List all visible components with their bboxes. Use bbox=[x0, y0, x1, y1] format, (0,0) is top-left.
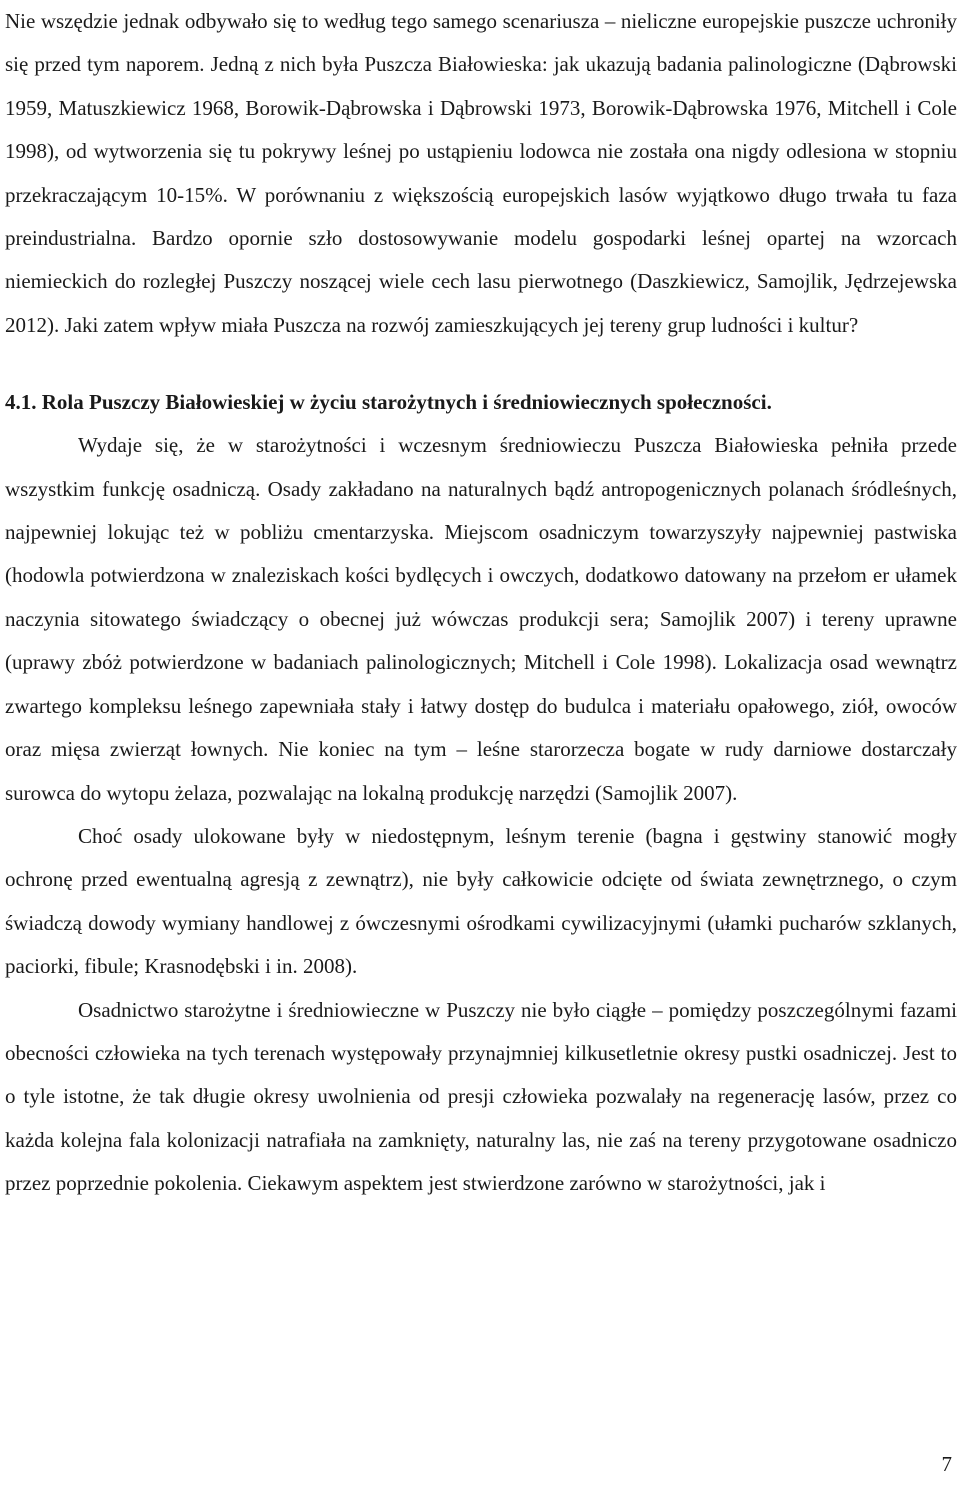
paragraph-2: Choć osady ulokowane były w niedostępnym, leśnym terenie (bagna i gęstwiny stanowić mogły ochronę przed ewentualną agresją z zewnątrz), nie były całkowicie odcięte od świata zewnętrznego, o czym świadczą dowody wymiany handlowej z ówczesnymi ośrodkami cywilizacyjnymi (ułamki pucharów szklanych, paciorki, fibule; Krasnodębski i in. 2008). bbox=[5, 823, 957, 979]
paragraph-1: Wydaje się, że w starożytności i wczesnym średniowieczu Puszcza Białowieska pełniła przede wszystkim funkcję osadniczą. Osady zakładano na naturalnych bądź antropogenicznych polanach śródleśnych, najpewniej lokując też w pobliżu cmentarzyska. Miejscom osadniczym towarzyszyły najpewniej pastwiska (hodowla potwierdzona w znaleziskach kości bydlęcych i owczych, dodatkowo datowany na przełom er ułamek naczynia sitowatego świadczący o obecnej już wówczas produkcji sera; Samojlik 2007) i tereny uprawne (uprawy zbóż potwierdzone w badaniach palinologicznych; Mitchell i Cole 1998). Lokalizacja osad wewnątrz zwartego kompleksu leśnego zapewniała stały i łatwy dostęp do budulca i materiału opałowego, ziół, owoców oraz mięsa zwierząt łownych. Nie koniec na tym – leśne starorzecza bogate w rudy darniowe dostarczały surowca do wytopu żelaza, pozwalając na lokalną produkcję narzędzi (Samojlik 2007). bbox=[5, 433, 957, 805]
paragraph-3: Osadnictwo starożytne i średniowieczne w Puszczy nie było ciągłe – pomiędzy poszczególnymi fazami obecności człowieka na tych terenach występowały przynajmniej kilkusetletnie okresy pustki osadniczej. Jest to o tyle istotne, że tak długie okresy uwolnienia od presji człowieka pozwalały na regenerację lasów, przez co każda kolejna fala kolonizacji natrafiała na zamknięty, naturalny las, nie zaś na tereny przygotowane osadniczo przez poprzednie pokolenia. Ciekawym aspektem jest stwierdzone zarówno w starożytności, jak i bbox=[5, 997, 957, 1196]
document-page bbox=[5, 0, 957, 1206]
paragraph-continued: Nie wszędzie jednak odbywało się to według tego samego scenariusza – nieliczne europejskie puszcze uchroniły się przed tym naporem. Jedną z nich była Puszcza Białowieska: jak ukazują badania palinologiczne (Dąbrowski 1959, Matuszkiewicz 1968, Borowik-Dąbrowska i Dąbrowski 1973, Borowik-Dąbrowska 1976, Mitchell i Cole 1998), od wytworzenia się tu pokrywy leśnej po ustąpieniu lodowca nie została ona nigdy odlesiona w stopniu przekraczającym 10-15%. W porównaniu z większością europejskich lasów wyjątkowo długo trwała tu faza preindustrialna. Bardzo opornie szło dostosowywanie modelu gospodarki leśnej opartej na wzorcach niemieckich do rozległej Puszczy noszącej wiele cech lasu pierwotnego (Daszkiewicz, Samojlik, Jędrzejewska 2012). Jaki zatem wpływ miała Puszcza na rozwój zamieszkujących jej tereny grup ludności i kultur? bbox=[5, 9, 957, 337]
page-number: 7 bbox=[941, 1452, 952, 1476]
section-heading: 4.1. Rola Puszczy Białowieskiej w życiu starożytnych i średniowiecznych społeczności. bbox=[5, 390, 772, 415]
